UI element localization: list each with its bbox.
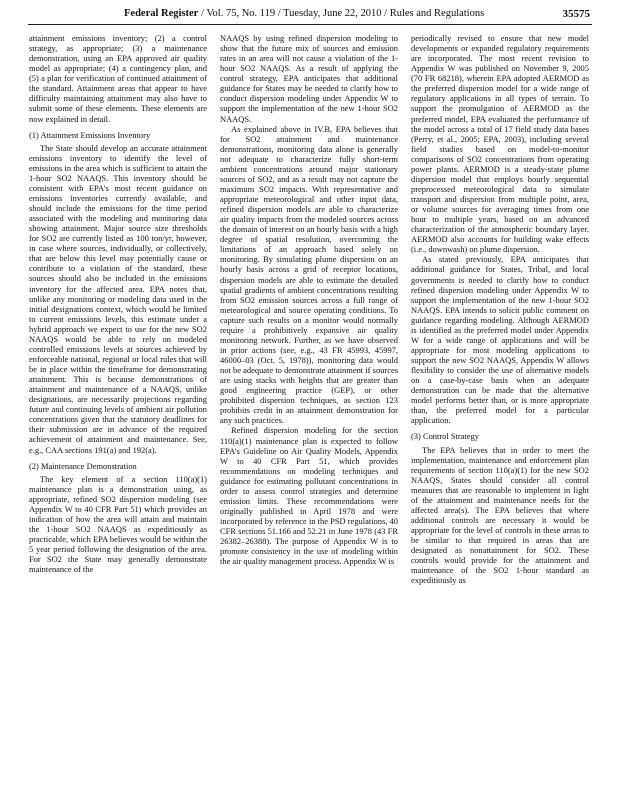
header-details: / Vol. 75, No. 119 / Tuesday, June 22, 2010 / Rules and Regulations: [198, 8, 485, 19]
section-heading: (1) Attainment Emissions Inventory: [29, 129, 151, 140]
text-column-3: [411, 33, 589, 795]
header-citation: [124, 4, 484, 24]
paragraph: The key element of a section 110(a)(1) maintenance plan is a demonstration using, as appropriate, refined SO2 dispersion modeling (see Appendix W to 40 CFR Part 51) which provides an indication of how the area will attain and maintain the 1-hour SO2 NAAQS as expeditiously as practicable, which EPA believes would be within the 5 year period following the designation of the area. For SO2 the State may generally demonstrate maintenance of the: [29, 473, 207, 575]
paragraph: Refined dispersion modeling for the section 110(a)(1) maintenance plan is expected to follow EPA’s Guideline on Air Quality Models, Appendix W to 40 CFR Part 51, which provides recommendations on modeling techniques and guidance for estimating pollutant concentrations in order to assess control strategies and determine emission limits. These recommendations were originally published in April 1978 and were incorporated by reference in the PSD regulations, 40 CFR sections 51.166 and 52.21 in June 1978 (43 FR 26382–26388). The purpose of Appendix W is to promote consistency in the use of modeling within the air quality management process. Appendix W is: [220, 425, 398, 567]
paragraph: periodically revised to ensure that new model developments or expanded regulatory requirements are incorporated. The most recent revision to Appendix W was published on November 9, 2005 (70 FR 68218), wherein EPA adopted AERMOD as the preferred dispersion model for a wide range of regulatory applications in all types of terrain. To support the promulgation of AERMOD as the preferred model, EPA evaluated the performance of the model across a total of 17 field study data bases (Perry, et al., 2005; EPA, 2003), including several field studies based on model-to-monitor comparisons of SO2 concentrations from operating power plants. AERMOD is a steady-state plume dispersion model that employs hourly sequential preprocessed meteorological data to simulate transport and dispersion from multiple point, area, or volume sources for averaging times from one hour to multiple years, based on an advanced characterization of the atmospheric boundary layer. AERMOD also accounts for building wake effects (i.e., downwash) on plume dispersion.: [411, 33, 589, 255]
journal-name: Federal Register: [124, 8, 199, 19]
paragraph: As stated previously, EPA anticipates that additional guidance for States, Tribal, and local governments is needed to clarify how to conduct refined dispersion modeling under Appendix W to support the implementation of the new 1-hour SO2 NAAQS. EPA intends to solicit public comment on guidance regarding modeling. Although AERMOD is identified as the preferred model under Appendix W for a wide range of applications and will be appropriate for most modeling applications to support the new SO2 NAAQS, Appendix W allows flexibility to consider the use of alternative models on a case-by-case basis when an adequate demonstration can be made that the alternative model performs better than, or is more appropriate than, the preferred model for a particular application.: [411, 254, 589, 426]
paragraph: NAAQS by using refined dispersion modeling to show that the future mix of sources and emission rates in an area will not cause a violation of the 1-hour SO2 NAAQS. As a result of applying the control strategy, EPA anticipates that additional guidance for States may be needed to clarify how to conduct dispersion modeling under Appendix W to support the implementation of the new 1-hour SO2 NAAQS.: [220, 33, 398, 124]
paragraph: The EPA believes that in order to meet the implementation, maintenance and enforcement plan requirements of section 110(a)(1) for the new SO2 NAAQS, States should consider all control measures that are reasonable to implement in light of the attainment and maintenance needs for the affected area(s). The EPA believes that where additional controls are necessary it would be appropriate for the level of controls in these areas to be similar to that required in areas that are designated as nonattainment for SO2. These controls would provide for the attainment and maintenance of the SO2 1-hour standard as expeditiously as: [411, 444, 589, 586]
page-header: [28, 4, 592, 25]
text-column-1: [29, 33, 207, 795]
section-heading: (3) Control Strategy: [411, 431, 479, 442]
text-column-2: [220, 33, 398, 795]
paragraph: The State should develop an accurate attainment emissions inventory to identify the level of emissions in the area which is sufficient to attain the 1-hour SO2 NAAQS. This inventory should be consistent with EPA’s most recent guidance on emissions inventories currently available, and should include the emissions for the time period associated with the modeling and monitoring data showing attainment. Major source size thresholds for SO2 are currently listed as 100 ton/yr, however, in case where sources, individually, or collectively, that are below this level may potentially cause or contribute to a violation of the standard, these sources should also be included in the emissions inventory for the affected area. EPA notes that, unlike any monitoring or modeling data used in the initial designations context, which would be limited to current emissions levels, this estimate under a hybrid approach we expect to use for the new SO2 NAAQS would be able to rely on modeled controlled emissions levels at sources achieved by enforceable national, regional or local rules that will be in place within the timeframe for demonstrating attainment. This is because demonstrations of attainment and maintenance of a NAAQS, unlike designations, are necessarily projections regarding future and continuing levels of ambient air pollution concentrations given that the statutory deadlines for their submission are in advance of the required achievement of attainment and maintenance. See, e.g., CAA sections 191(a) and 192(a).: [29, 142, 207, 455]
paragraph: attainment emissions inventory; (2) a control strategy, as appropriate; (3) a maintenance demonstration, using an EPA approved air quality model as appropriate; (4) a contingency plan, and (5) a plan for verification of continued attainment of the standard. Attainment areas that appear to have difficulty maintaining attainment may also have to submit some of these elements. These elements are now explained in detail.: [29, 33, 207, 124]
page-number: 35575: [562, 8, 590, 20]
section-heading: (2) Maintenance Demonstration: [29, 460, 137, 471]
paragraph: As explained above in IV.B, EPA believes that for SO2 attainment and maintenance demonstrations, monitoring data alone is generally not adequate to characterize fully short-term ambient concentrations around major stationary sources of SO2, and as a result may not capture the maximum SO2 impacts. With representative and appropriate meteorological and other input data, refined dispersion models are able to characterize air quality impacts from the modeled sources across the domain of interest on an hourly basis with a high degree of spatial resolution, overcoming the limitations of an approach based solely on monitoring. By simulating plume dispersion on an hourly basis across a grid of receptor locations, dispersion models are able to estimate the detailed spatial gradients of ambient concentrations resulting from SO2 emission sources across a full range of meteorological and source operating conditions. To capture such results on a monitor would normally require a prohibitively expansive air quality monitoring network. Further, as we have observed in prior actions (see, e.g., 43 FR 45993, 45997, 46000–03 (Oct. 5, 1978)), monitoring data would not be adequate to demonstrate attainment if sources are using stacks with heights that are greater than good engineering practice (GEP), or other prohibited dispersion techniques, as section 123 prohibits credit in an attainment demonstration for any such practices.: [220, 123, 398, 426]
